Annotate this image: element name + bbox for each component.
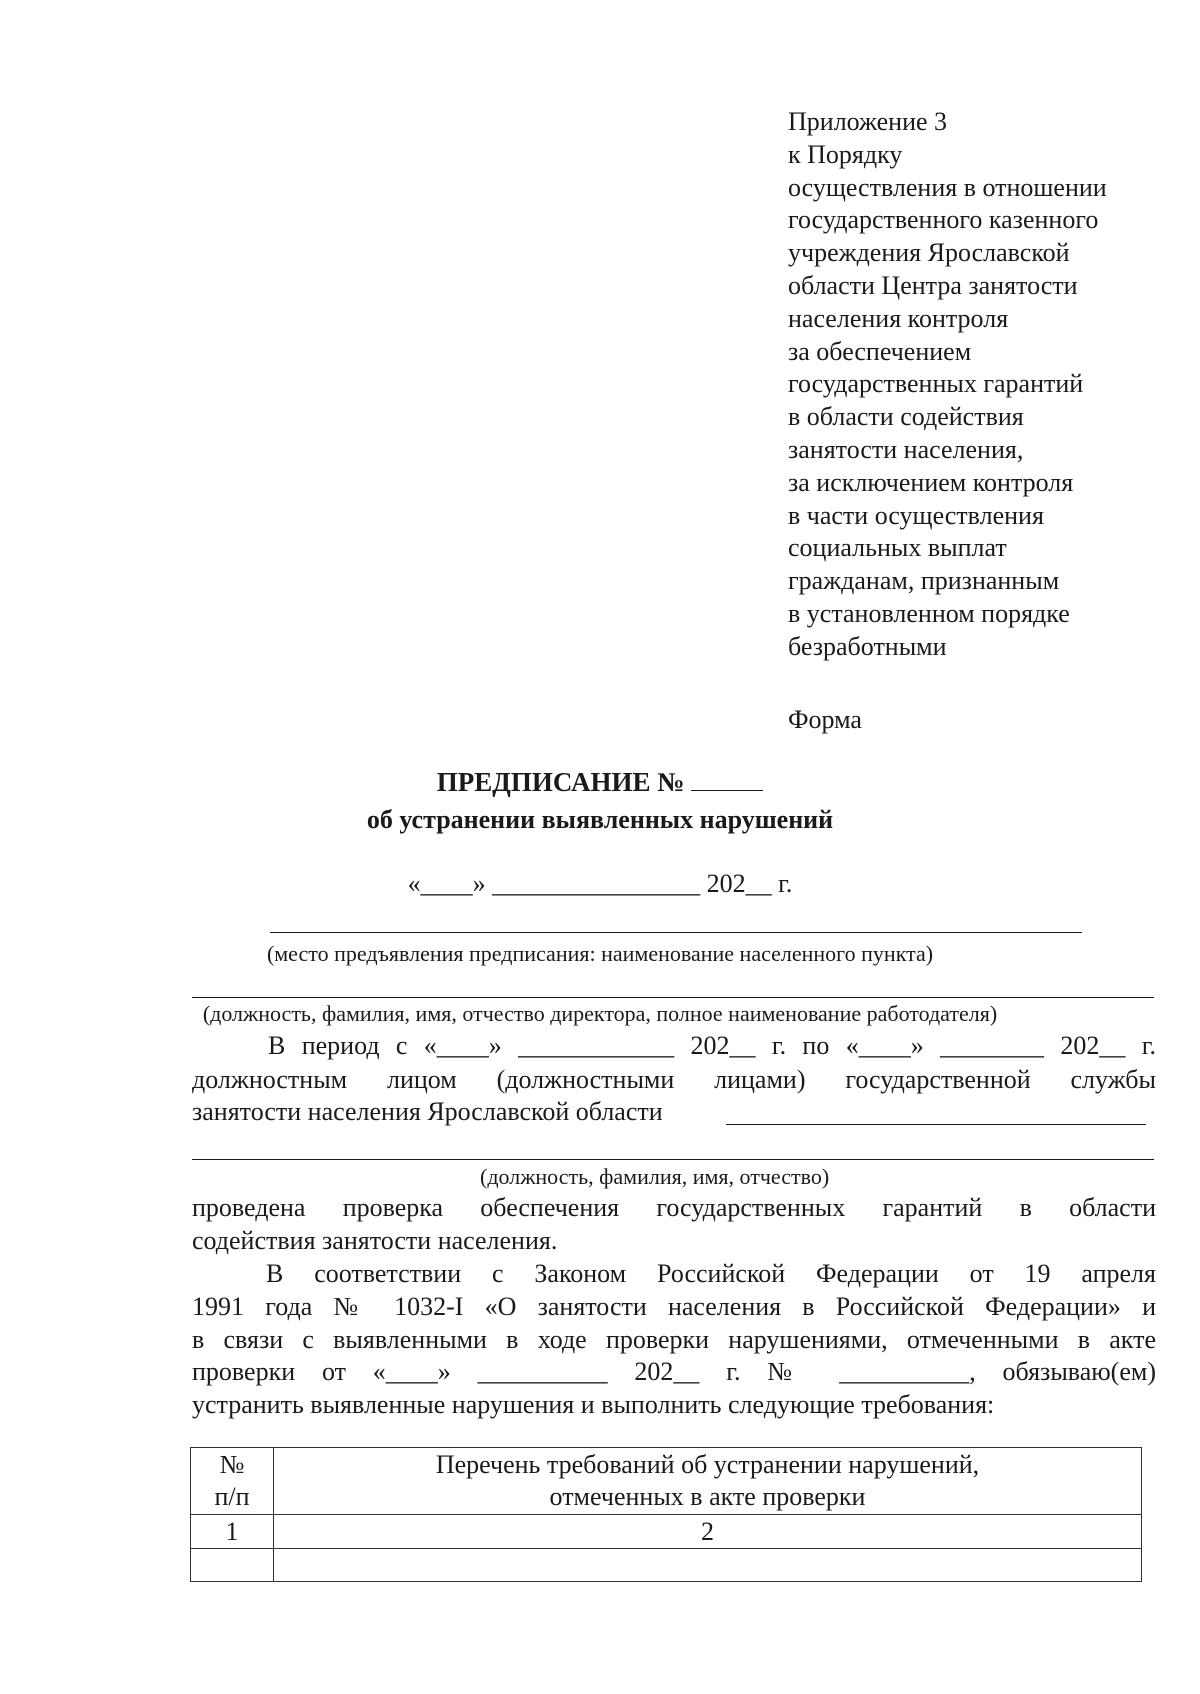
header-text-line-1: Перечень требований об устранении нарушений, xyxy=(435,1450,980,1479)
appendix-line: государственных гарантий xyxy=(788,369,1084,399)
appendix-line: за исключением контроля xyxy=(788,467,1074,497)
date-line: «____» ________________ 202__ г. xyxy=(407,869,793,898)
requirements-table xyxy=(190,1447,1142,1582)
appendix-line: за обеспечением xyxy=(788,336,972,366)
empty-text-cell[interactable] xyxy=(274,1549,1142,1582)
appendix-line: в области содействия xyxy=(788,402,1024,432)
director-blank-line[interactable] xyxy=(192,997,1154,998)
number-blank[interactable] xyxy=(691,768,763,791)
appendix-line: к Порядку xyxy=(788,139,903,169)
appendix-line: в установленном порядке xyxy=(788,598,1070,628)
place-caption: (место предъявления предписания: наименование населенного пункта) xyxy=(266,941,934,966)
official-blank-line[interactable] xyxy=(192,1159,1154,1160)
appendix-block xyxy=(788,106,1168,664)
header-num-cell xyxy=(191,1448,274,1515)
appendix-line: осуществления в отношении xyxy=(788,172,1107,202)
appendix-line: в части осуществления xyxy=(788,500,1044,530)
region-blank-line[interactable] xyxy=(726,1124,1146,1125)
title-text: ПРЕДПИСАНИЕ № xyxy=(436,767,685,797)
empty-num-cell[interactable] xyxy=(191,1549,274,1582)
table-row xyxy=(191,1515,1142,1549)
law-line-5: устранить выявленные нарушения и выполнить следующие требования: xyxy=(192,1390,995,1419)
officials-line: должностным лицом (должностными лицами) государственной службы xyxy=(192,1065,1156,1094)
document-title xyxy=(0,766,1200,800)
col-num-cell: 1 xyxy=(191,1515,274,1549)
law-line-4: проверки от «____» __________ 202__ г. № __________, обязываю(ем) xyxy=(192,1357,1156,1386)
appendix-line: государственного казенного xyxy=(788,205,1099,235)
appendix-line: области Центра занятости xyxy=(788,270,1078,300)
law-line-1: В соответствии с Законом Российской Федерации от 19 апреля xyxy=(266,1259,1156,1288)
document-subtitle: об устранении выявленных нарушений xyxy=(366,805,834,834)
checked-line-1: проведена проверка обеспечения государственных гарантий в области xyxy=(192,1193,1156,1222)
appendix-line: Приложение 3 xyxy=(788,107,948,136)
director-caption: (должность, фамилия, имя, отчество директора, полное наименование работодателя) xyxy=(202,1001,998,1026)
appendix-line: социальных выплат xyxy=(788,533,1007,563)
appendix-line: учреждения Ярославской xyxy=(788,238,1070,268)
appendix-line: безработными xyxy=(788,631,947,661)
form-label: Форма xyxy=(788,705,862,734)
checked-line-2: содействия занятости населения. xyxy=(192,1226,558,1255)
appendix-line: занятости населения, xyxy=(788,434,1024,464)
place-blank-line[interactable] xyxy=(270,932,1082,933)
official-caption: (должность, фамилия, имя, отчество) xyxy=(480,1164,830,1189)
appendix-line: гражданам, признанным xyxy=(788,566,1060,596)
period-line: В период с «____» ____________ 202__ г. по «____» ________ 202__ г. xyxy=(268,1031,1156,1060)
header-text-cell xyxy=(274,1448,1142,1515)
appendix-line: населения контроля xyxy=(788,303,1009,333)
table-header-row xyxy=(191,1448,1142,1515)
region-line: занятости населения Ярославской области xyxy=(192,1097,663,1126)
law-line-3: в связи с выявленными в ходе проверки нарушениями, отмеченными в акте xyxy=(192,1325,1156,1354)
table-row xyxy=(191,1549,1142,1582)
law-line-2: 1991 года № 1032-I «О занятости населения в Российской Федерации» и xyxy=(192,1292,1156,1321)
header-text-line-2: отмеченных в акте проверки xyxy=(549,1482,866,1511)
header-num: № п/п xyxy=(214,1450,250,1511)
col-text-cell: 2 xyxy=(274,1515,1142,1549)
